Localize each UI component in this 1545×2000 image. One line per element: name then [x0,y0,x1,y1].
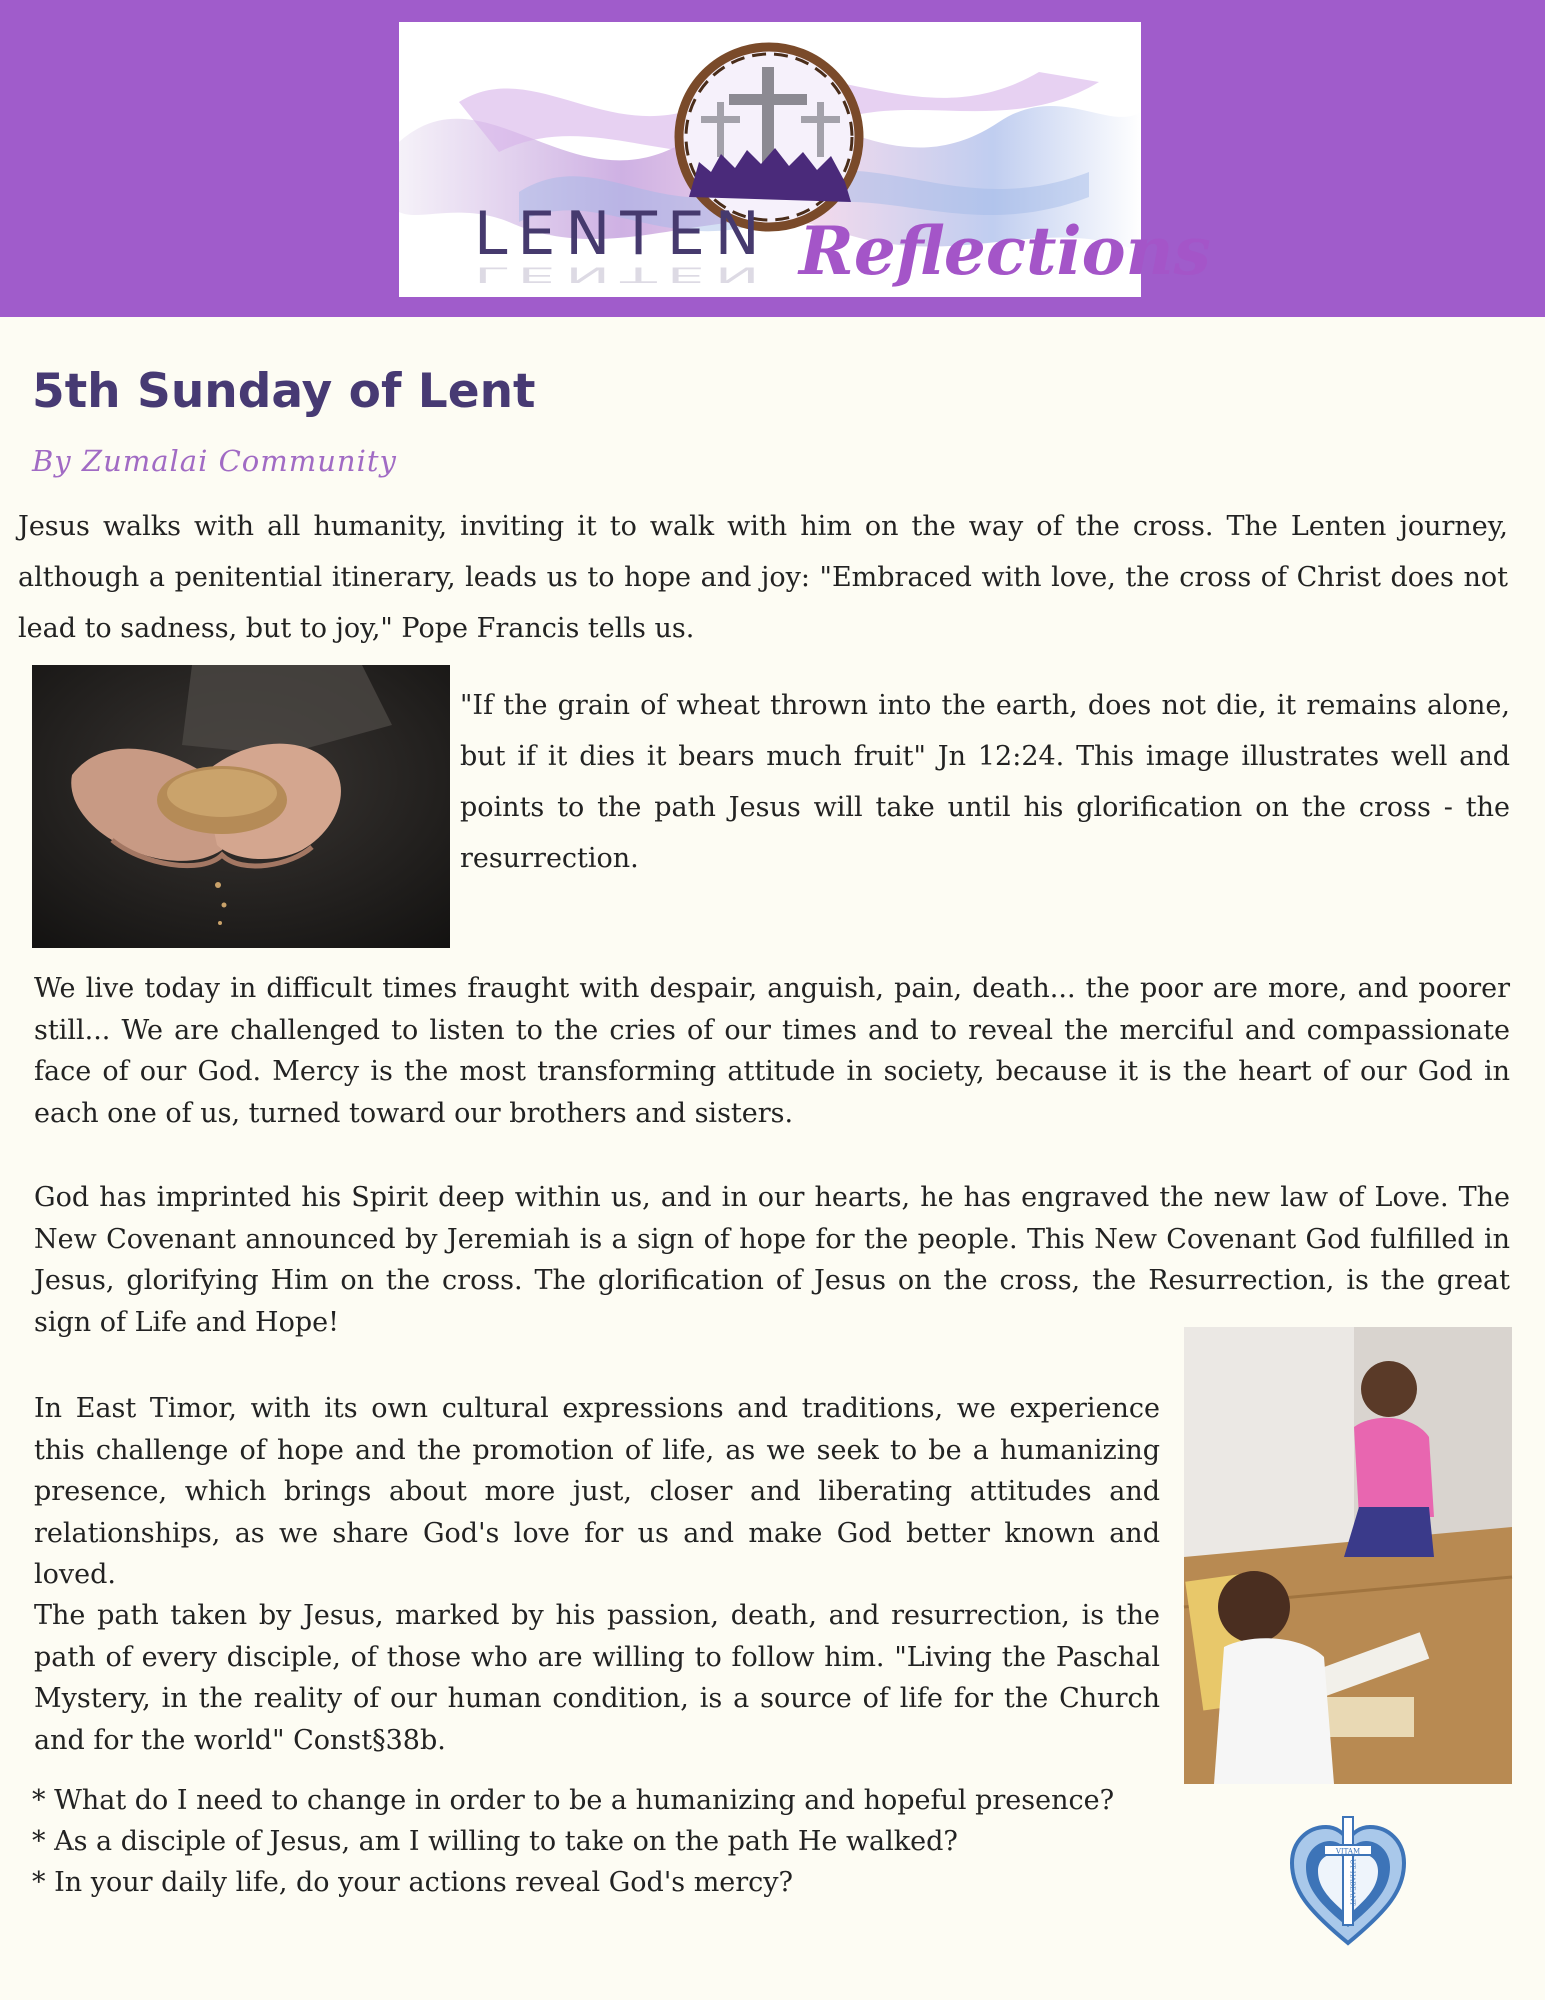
paragraph-grain-of-wheat: "If the grain of wheat thrown into the earth, does not die, it remains alone, but if it dies it bears much fruit" Jn 12:24. This image illustrates well and points to the path Jesus will take until his glorification on the cross - the resurrection. [460,690,1510,874]
paragraph-difficult-times: We live today in difficult times fraught with despair, anguish, pain, death... the poor are more, and poorer still... We are challenged to listen to the cries of our times and to reveal the merciful and compassionate face of our God. Mercy is the most transforming attitude in society, because it is the heart of our God in each one of us, turned toward our brothers and sisters. [34,973,1510,1129]
banner-word-reflections: Reflections [799,212,1211,290]
page-title: 5th Sunday of Lent [32,364,536,419]
community-heart-cross-logo [1288,1815,1408,1947]
paragraph-new-covenant: God has imprinted his Spirit deep within us, and in our hearts, he has engraved the new law of Love. The New Covenant announced by Jeremiah is a sign of hope for the people. This New Covenant God fulfilled in Jesus, glorifying Him on the cross. The glorification of Jesus on the cross, the Resurrection, is the great sign of Life and Hope! [34,1182,1510,1338]
paragraph-east-timor: In East Timor, with its own cultural expressions and traditions, we experience this challenge of hope and the promotion of life, as we seek to be a humanizing presence, which brings about more just, closer and liberating attitudes and relationships, as we share God's love for us and make God better known and loved. [34,1393,1160,1590]
logo-text-vitam: VITAM [1335,1847,1361,1856]
byline: By Zumalai Community [32,444,397,478]
reflection-question-3: * In your daily life, do your actions reveal God's mercy? [32,1867,794,1898]
logo-text-ut-habeant: UT HABEANT [1348,1859,1357,1906]
header-bar [0,0,1545,317]
reflection-question-1: * What do I need to change in order to be a humanizing and hopeful presence? [32,1785,1115,1816]
lenten-reflections-banner [399,22,1211,297]
reflection-question-2: * As a disciple of Jesus, am I willing to take on the path He walked? [32,1826,958,1857]
paragraph-paschal-mystery: The path taken by Jesus, marked by his passion, death, and resurrection, is the path of every disciple, of those who are willing to follow him. "Living the Paschal Mystery, in the reality of our human condition, is a source of life for the Church and for the world" Const§38b. [34,1600,1160,1756]
banner-word-lenten-reflection: LENTEN [474,262,770,288]
paragraph-intro: Jesus walks with all humanity, inviting it to walk with him on the way of the cross. The Lenten journey, although a penitential itinerary, leads us to hope and joy: "Embraced with love, the cross of Christ does not lead to sadness, but to joy," Pope Francis tells us. [18,511,1508,644]
banner-artwork [399,22,1211,297]
photo-hands-with-grain [32,665,450,948]
banner-word-lenten: LENTEN [474,199,770,269]
photo-children-playing [1184,1327,1512,1784]
